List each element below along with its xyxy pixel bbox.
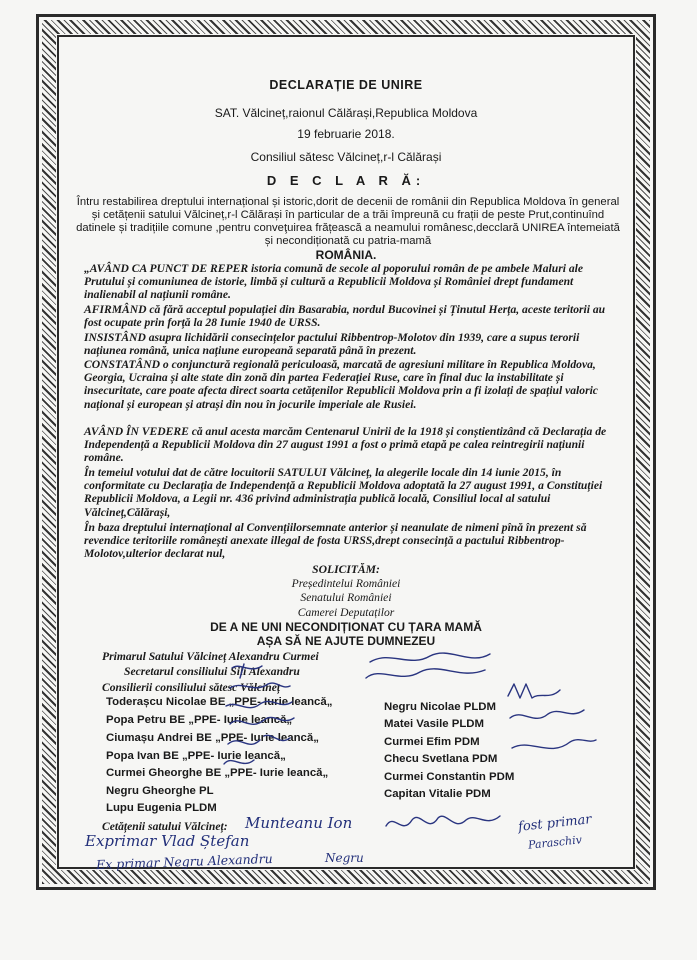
handwritten-note-6: Paraschiv (527, 833, 583, 852)
councillor-left-2: Popa Petru BE „PPE- Iurie leancă„ (106, 714, 293, 726)
paragraph-temeiul: În temeiul votului dat de către locuitorii SATULUI Vălcineț, la alegerile locale din 14 iunie 2015, în conformitate cu Declarația de Independență a Republicii Moldova adoptată la 27 august 1991, a Constituției Republicii Moldova, a Legii nr. 436 privind administrația publică locală, Consiliul local al satului Vălcineț,Călărași, (84, 466, 603, 519)
paragraph-constatand: CONSTATÂND o conjunctură regională periculoasă, marcată de agresiuni militare în Republica Moldova, Georgia, Ucraina și alte state din zonă din partea Federației Ruse, care în final duc la instabilitate și insecuritate, care poate afecta direct soarta cetățenilor Republicii Moldova prin a fi izolați de spațiul valoric național și european și atrași din nou în jocurile imperiale ale Rusiei. (84, 358, 598, 411)
paragraph-baza: În baza dreptului internațional al Convențiilorsemnate anterior și neanulate de nimeni pînă în prezent să revendice teritoriile românești anexate illegal de fosta URSS,drept consecință a pactului Ribbentrop-Molotov,ulterior declarat nul, (84, 521, 587, 561)
councillor-left-1: Toderașcu Nicolae BE „PPE- Iurie leancă„ (106, 696, 333, 708)
signature-citizens (380, 806, 510, 846)
councillor-right-3: Curmei Efim PDM (384, 736, 480, 748)
councillor-right-5: Curmei Constantin PDM (384, 771, 515, 783)
location-line: SAT. Vălcineț,raionul Călărași,Republica Moldova (214, 106, 478, 120)
signature-councillors-left (220, 660, 300, 790)
councillor-right-6: Capitan Vitalie PDM (384, 788, 491, 800)
secretary-line: Secretarul consiliului Sili Alexandru (124, 665, 300, 678)
councillor-left-6: Negru Gheorghe PL (106, 785, 214, 797)
date-line: 19 februarie 2018. (297, 127, 395, 141)
paragraph-avand: AVÂND ÎN VEDERE că anul acesta marcăm Centenarul Unirii de la 1918 și conștientizând că Declarația de Independență a Republicii Moldova din 27 august 1991 a fost o primă etapă pe calea reintregirii națiunii române. (84, 425, 607, 465)
mayor-line: Primarul Satului Vălcineț Alexandru Curmei (102, 650, 319, 663)
paragraph-reper: „AVÂND CA PUNCT DE REPER istoria comună de secole al poporului român de pe ambele Maluri ale Prutului și comuniunea de istorie, limbă și cultură a Republicii Moldova și României drept fundament inalienabil al națiunii române. (84, 262, 583, 302)
handwritten-name-4: Negru (325, 851, 364, 865)
handwritten-note-5: fost primar (517, 812, 593, 835)
document-title: DECLARAȚIE DE UNIRE (269, 78, 423, 92)
romania-word: ROMÂNIA. (315, 248, 377, 262)
paragraph-insistand: INSISTÂND asupra lichidării consecințelor pactului Ribbentrop-Molotov din 1939, care a supus terorii națiunea română, unica națiune europeană separată până în prezent. (84, 331, 580, 358)
councillor-right-2: Matei Vasile PLDM (384, 718, 485, 730)
councillor-left-7: Lupu Eugenia PLDM (106, 802, 217, 814)
councillors-header: Consilierii consiliului sătesc Vălcineț (102, 681, 281, 694)
councillor-right-4: Checu Svetlana PDM (384, 753, 498, 765)
signature-councillors-right (500, 680, 600, 760)
ajute-statement: AȘA SĂ NE AJUTE DUMNEZEU (256, 634, 436, 648)
councillor-left-4: Popa Ivan BE „PPE- Iurie leancă„ (106, 750, 286, 762)
handwritten-name-1: Munteanu Ion (245, 814, 353, 832)
declara-heading: D E C L A R Ă: (266, 173, 426, 188)
councillor-right-1: Negru Nicolae PLDM (384, 701, 497, 713)
recipient-chamber: Camerei Deputaților (297, 606, 395, 619)
solicitam-heading: SOLICITĂM: (312, 563, 380, 576)
paragraph-intro: Întru restabilirea dreptului internațional și istoric,dorit de decenii de românii din Republica Moldova în general și cetățenii satului Vălcineț,r-l Călărași în particular de a trăi împreună cu frații de peste Prut,continuînd datinele și tradițiile comune ,pentru conveţuirea frățească a neamului românesc,decclară UNIREA întemeiată și necondiționată cu patria-mamă (76, 196, 620, 247)
recipient-senate: Senatului României (300, 591, 392, 604)
paragraph-afirmand: AFIRMÂND că fără acceptul populației din Basarabia, nordul Bucovinei și Ținutul Herța, aceste teritorii au fost ocupate prin forță la 28 Iunie 1940 de URSS. (84, 303, 606, 330)
recipient-president: Președintelui României (291, 577, 401, 590)
council-line: Consiliul sătesc Vălcineț,r-l Călărași (250, 150, 442, 164)
councillor-left-5: Curmei Gheorghe BE „PPE- Iurie leancă„ (106, 767, 329, 779)
handwritten-name-2: Exprimar Vlad Ștefan (85, 832, 250, 850)
signature-mayor (360, 648, 500, 688)
handwritten-name-3: Ex primar Negru Alexandru (95, 850, 273, 873)
citizens-label: Cetățenii satului Vălcineț: (102, 820, 228, 833)
unire-statement: DE A NE UNI NECONDIȚIONAT CU ȚARA MAMĂ (210, 620, 482, 634)
councillor-left-3: Ciumașu Andrei BE „PPE- Iurie leancă„ (106, 732, 319, 744)
